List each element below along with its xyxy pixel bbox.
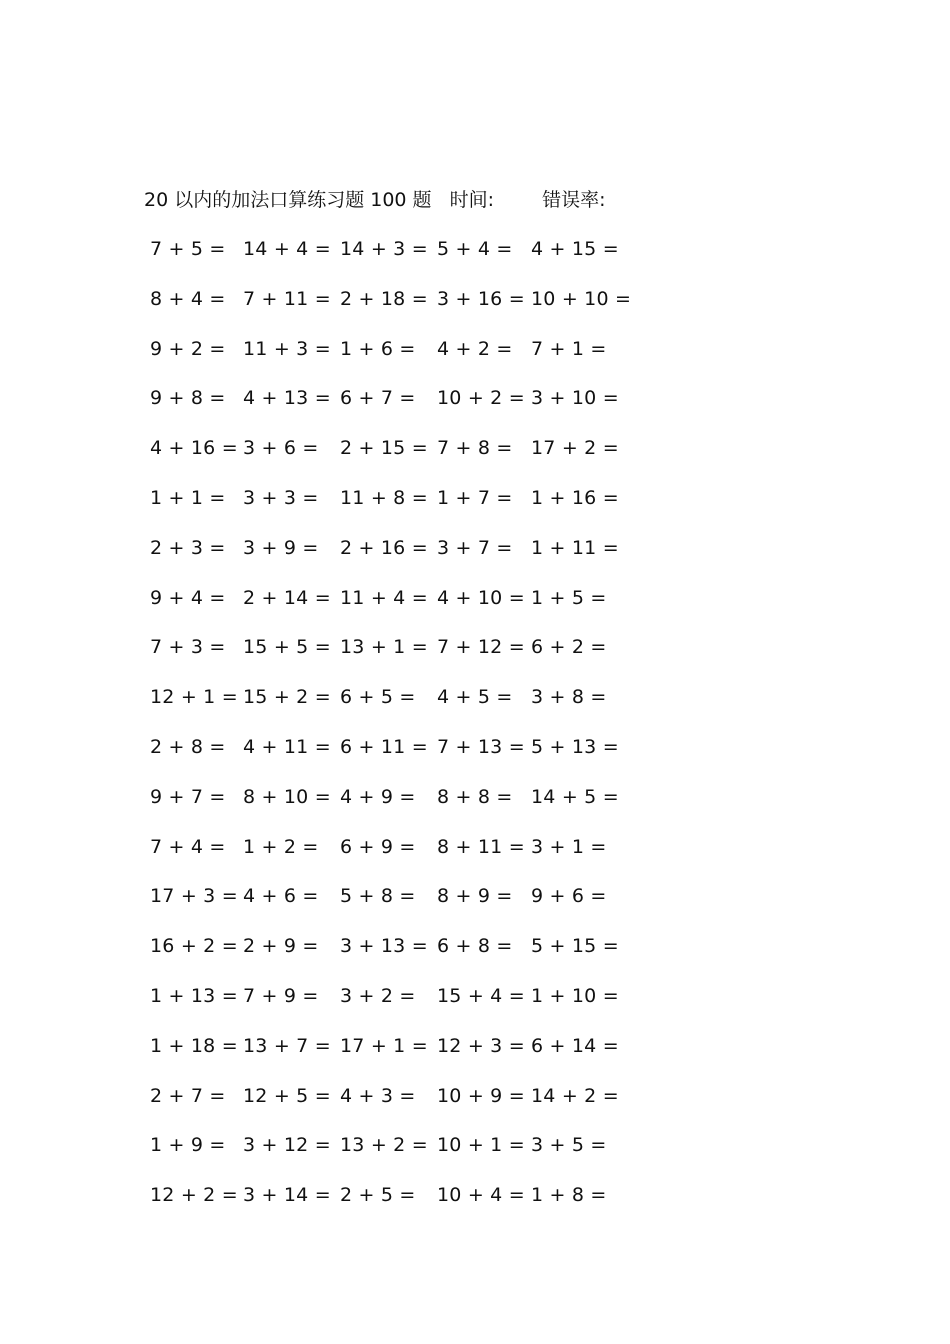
problem-item: 7 + 13 = [437, 735, 525, 758]
problem-item: 3 + 7 = [437, 536, 513, 559]
problem-item: 8 + 11 = [437, 835, 525, 858]
problem-item: 3 + 16 = [437, 287, 525, 310]
problem-item: 5 + 13 = [531, 735, 619, 758]
problem-item: 4 + 6 = [243, 885, 319, 908]
problem-item: 1 + 7 = [437, 486, 513, 509]
problem-item: 10 + 10 = [531, 287, 632, 310]
problem-item: 12 + 3 = [437, 1034, 525, 1057]
problem-item: 14 + 4 = [243, 238, 331, 260]
problem-item: 6 + 11 = [340, 735, 428, 758]
problem-item: 5 + 8 = [340, 885, 416, 908]
problem-item: 3 + 12 = [243, 1134, 331, 1157]
problem-item: 14 + 2 = [531, 1084, 619, 1107]
problem-item: 7 + 4 = [150, 835, 226, 858]
problem-item: 6 + 5 = [340, 686, 416, 709]
problem-item: 12 + 2 = [150, 1184, 238, 1207]
problem-item: 7 + 9 = [243, 984, 319, 1007]
problem-item: 1 + 8 = [531, 1184, 607, 1207]
problem-item: 3 + 5 = [531, 1134, 607, 1157]
problem-item: 16 + 2 = [150, 935, 238, 958]
problem-item: 3 + 13 = [340, 935, 428, 958]
problem-item: 15 + 5 = [243, 636, 331, 659]
problem-item: 9 + 8 = [150, 387, 226, 410]
problem-item: 2 + 5 = [340, 1184, 416, 1207]
problem-item: 9 + 4 = [150, 586, 226, 609]
problem-item: 3 + 2 = [340, 984, 416, 1007]
problem-item: 1 + 16 = [531, 486, 619, 509]
problem-item: 13 + 1 = [340, 636, 428, 659]
problem-item: 3 + 8 = [531, 686, 607, 709]
problem-item: 14 + 5 = [531, 785, 619, 808]
problem-item: 9 + 6 = [531, 885, 607, 908]
problem-item: 5 + 4 = [437, 238, 513, 260]
problem-item: 3 + 1 = [531, 835, 607, 858]
problem-item: 1 + 2 = [243, 835, 319, 858]
problem-item: 10 + 2 = [437, 387, 525, 410]
problem-item: 2 + 15 = [340, 437, 428, 460]
problem-item: 1 + 18 = [150, 1034, 238, 1057]
problem-item: 9 + 7 = [150, 785, 226, 808]
problem-item: 8 + 9 = [437, 885, 513, 908]
problem-item: 6 + 9 = [340, 835, 416, 858]
problem-item: 6 + 8 = [437, 935, 513, 958]
problem-item: 3 + 9 = [243, 536, 319, 559]
problem-item: 4 + 5 = [437, 686, 513, 709]
problem-item: 17 + 3 = [150, 885, 238, 908]
problem-item: 12 + 1 = [150, 686, 238, 709]
problem-item: 9 + 2 = [150, 337, 226, 360]
problem-item: 6 + 7 = [340, 387, 416, 410]
problem-item: 8 + 4 = [150, 287, 226, 310]
problem-item: 10 + 4 = [437, 1184, 525, 1207]
problem-item: 14 + 3 = [340, 238, 428, 260]
problem-item: 1 + 11 = [531, 536, 619, 559]
problem-item: 1 + 9 = [150, 1134, 226, 1157]
problem-item: 4 + 3 = [340, 1084, 416, 1107]
problem-item: 2 + 3 = [150, 536, 226, 559]
problem-item: 1 + 1 = [150, 486, 226, 509]
problem-item: 15 + 2 = [243, 686, 331, 709]
problem-item: 13 + 7 = [243, 1034, 331, 1057]
problem-item: 7 + 11 = [243, 287, 331, 310]
problem-item: 3 + 14 = [243, 1184, 331, 1207]
problem-item: 4 + 11 = [243, 735, 331, 758]
problem-item: 10 + 9 = [437, 1084, 525, 1107]
problem-item: 11 + 8 = [340, 486, 428, 509]
problem-item: 7 + 1 = [531, 337, 607, 360]
problem-item: 2 + 18 = [340, 287, 428, 310]
problem-item: 7 + 8 = [437, 437, 513, 460]
problem-item: 6 + 14 = [531, 1034, 619, 1057]
problem-item: 7 + 5 = [150, 238, 226, 260]
problem-item: 1 + 5 = [531, 586, 607, 609]
problem-item: 11 + 3 = [243, 337, 331, 360]
problem-item: 4 + 10 = [437, 586, 525, 609]
worksheet-title: 20 以内的加法口算练习题 100 题 [144, 189, 432, 211]
problem-item: 1 + 10 = [531, 984, 619, 1007]
problem-item: 12 + 5 = [243, 1084, 331, 1107]
problem-item: 1 + 13 = [150, 984, 238, 1007]
problem-item: 4 + 9 = [340, 785, 416, 808]
problem-item: 15 + 4 = [437, 984, 525, 1007]
problem-item: 6 + 2 = [531, 636, 607, 659]
problem-item: 10 + 1 = [437, 1134, 525, 1157]
problem-item: 4 + 13 = [243, 387, 331, 410]
time-label: 时间: [449, 189, 495, 211]
problem-item: 1 + 6 = [340, 337, 416, 360]
problem-item: 5 + 15 = [531, 935, 619, 958]
problem-item: 8 + 10 = [243, 785, 331, 808]
problem-item: 3 + 10 = [531, 387, 619, 410]
problem-item: 3 + 3 = [243, 486, 319, 509]
problem-item: 2 + 9 = [243, 935, 319, 958]
problem-item: 4 + 2 = [437, 337, 513, 360]
problem-item: 3 + 6 = [243, 437, 319, 460]
problem-item: 7 + 12 = [437, 636, 525, 659]
problem-item: 4 + 16 = [150, 437, 238, 460]
problem-item: 2 + 7 = [150, 1084, 226, 1107]
problem-item: 8 + 8 = [437, 785, 513, 808]
problem-item: 7 + 3 = [150, 636, 226, 659]
problem-item: 4 + 15 = [531, 238, 619, 260]
error-rate-label: 错误率: [542, 189, 606, 211]
problem-item: 17 + 1 = [340, 1034, 428, 1057]
worksheet-header [144, 186, 605, 214]
problem-item: 17 + 2 = [531, 437, 619, 460]
problem-item: 2 + 14 = [243, 586, 331, 609]
problem-item: 2 + 16 = [340, 536, 428, 559]
problem-item: 13 + 2 = [340, 1134, 428, 1157]
problem-item: 2 + 8 = [150, 735, 226, 758]
problem-item: 11 + 4 = [340, 586, 428, 609]
